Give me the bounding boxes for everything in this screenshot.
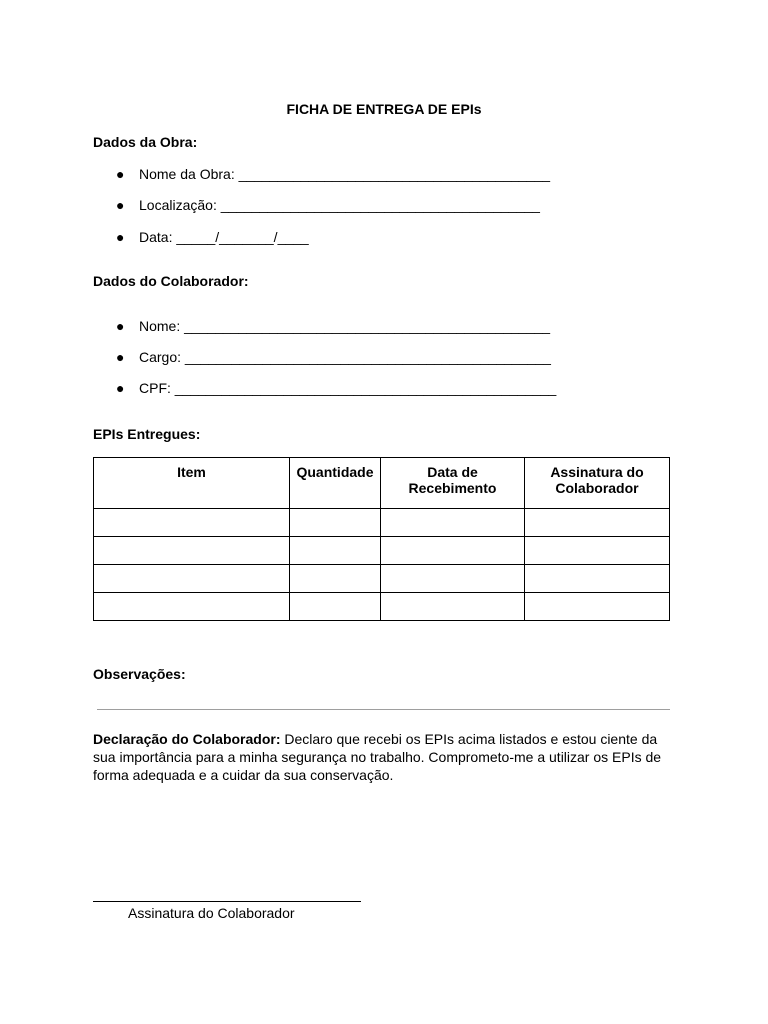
table-cell[interactable] [525,537,670,565]
table-cell[interactable] [381,537,525,565]
table-cell[interactable] [94,593,290,621]
table-cell[interactable] [290,593,381,621]
field-label: Localização: _________________________________________ [139,197,540,213]
epi-table [93,457,670,621]
table-row [94,593,670,621]
field-nome [116,318,550,334]
table-cell[interactable] [381,509,525,537]
signature-label: Assinatura do Colaborador [128,905,295,921]
field-localizacao [116,197,540,213]
bullet-icon: ● [116,229,125,245]
bullet-icon: ● [116,166,125,182]
section-heading-observacoes: Observações: [93,666,186,682]
bullet-icon: ● [116,197,125,213]
column-header-assinatura: Assinatura do Colaborador [525,458,670,509]
column-header-quantidade: Quantidade [290,458,381,509]
field-nome-da-obra [116,166,550,182]
table-row [94,509,670,537]
section-heading-colaborador: Dados do Colaborador: [93,273,249,289]
field-label: Cargo: _______________________________________________ [139,349,551,365]
table-cell[interactable] [381,593,525,621]
table-cell[interactable] [525,593,670,621]
declaration-paragraph [93,730,673,784]
table-cell[interactable] [381,565,525,593]
table-cell[interactable] [525,565,670,593]
table-cell[interactable] [94,537,290,565]
table-cell[interactable] [94,565,290,593]
declaration-label: Declaração do Colaborador: [93,731,281,747]
bullet-icon: ● [116,380,125,396]
field-cpf [116,380,556,396]
table-header-row [94,458,670,509]
field-cargo [116,349,551,365]
table-cell[interactable] [290,509,381,537]
field-label: Nome: _______________________________________________ [139,318,551,334]
signature-line [93,901,361,902]
declaration-text: Declaro que recebi os EPIs acima listados e estou ciente da sua importância para a minha segurança no trabalho. Comprometo-me a utilizar os EPIs de forma adequada e a cuidar da sua conservação. [93,731,662,783]
table-row [94,565,670,593]
field-data [116,229,309,245]
column-header-item: Item [94,458,290,509]
bullet-icon: ● [116,349,125,365]
field-label: CPF: _________________________________________________ [139,380,557,396]
section-heading-obra: Dados da Obra: [93,134,198,150]
bullet-icon: ● [116,318,125,334]
table-cell[interactable] [525,509,670,537]
field-label: Nome da Obra: ________________________________________ [139,166,551,182]
observacoes-divider [97,709,670,710]
column-header-data-recebimento: Data de Recebimento [381,458,525,509]
table-row [94,537,670,565]
section-heading-epis: EPIs Entregues: [93,426,201,442]
table-cell[interactable] [290,537,381,565]
table-cell[interactable] [290,565,381,593]
table-cell[interactable] [94,509,290,537]
field-label: Data: _____/_______/____ [139,229,309,245]
form-title: FICHA DE ENTREGA DE EPIs [286,101,482,117]
